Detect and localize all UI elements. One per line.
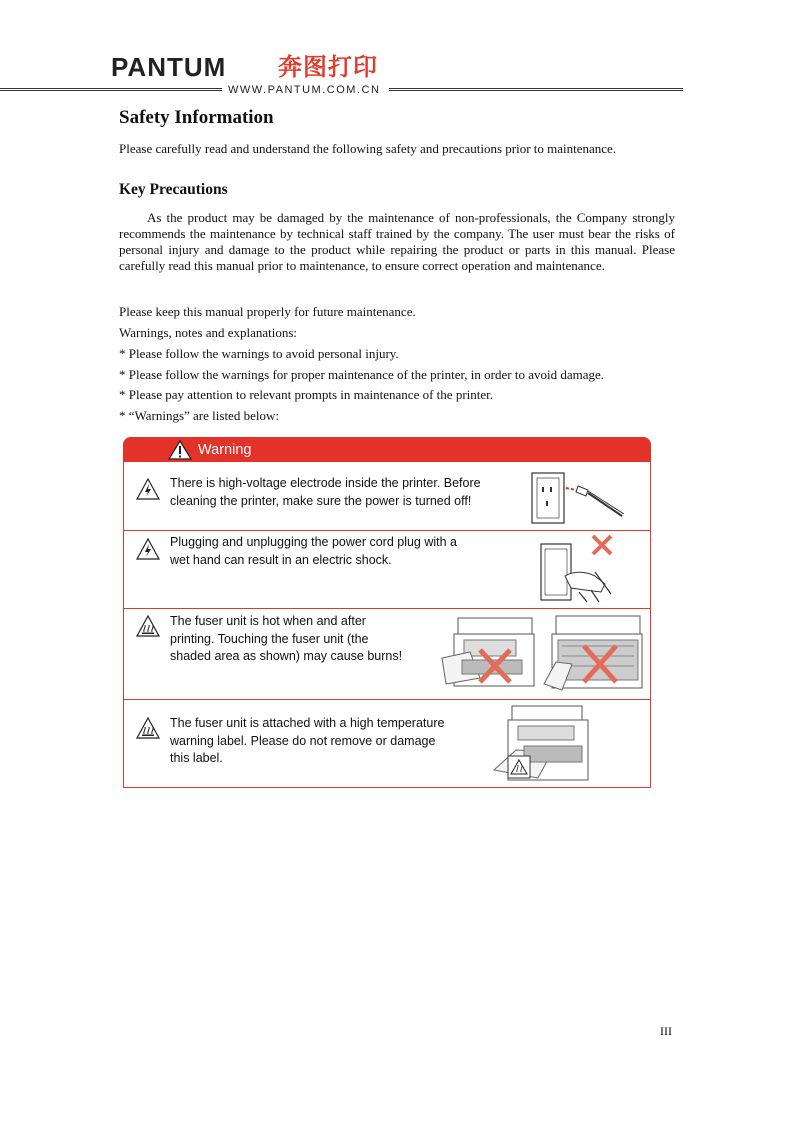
row-divider: [124, 699, 650, 700]
brand-logo-cjk: 奔图打印: [278, 53, 378, 81]
warning-header-label: Warning: [198, 442, 252, 458]
warning-item-text: Plugging and unplugging the power cord plug with a wet hand can result in an electric shock.: [170, 535, 458, 567]
text-line: Warnings, notes and explanations:: [119, 325, 298, 340]
warning-item-text: The fuser unit is hot when and after printing. Touching the fuser unit (the shaded area as shown) may cause burns!: [170, 614, 403, 663]
section-title: Safety Information: [119, 107, 274, 128]
warning-triangle-icon: [168, 440, 192, 460]
brand-logo-latin: PANTUM: [111, 52, 227, 82]
warning-item-text: There is high-voltage electrode inside the printer. Before cleaning the printer, make sure the power is turned off!: [170, 476, 481, 508]
website-url: WWW.PANTUM.COM.CN: [228, 84, 381, 96]
text-line: Please keep this manual properly for future maintenance.: [119, 304, 416, 319]
bullet-line: * “Warnings” are listed below:: [119, 408, 279, 423]
bullet-line: * Please follow the warnings to avoid personal injury.: [119, 346, 399, 361]
wall-outlet-plug-illustration: [528, 470, 628, 526]
electric-hazard-icon: [135, 477, 161, 501]
hot-surface-icon: [135, 716, 161, 740]
wet-hand-plug-illustration: [535, 532, 623, 606]
warning-item-text: The fuser unit is attached with a high temperature warning label. Please do not remove or damage this label.: [170, 716, 445, 765]
row-divider: [124, 608, 650, 609]
page-number: III: [660, 1024, 672, 1038]
header-rule-left: [0, 88, 222, 91]
hot-surface-icon: [135, 614, 161, 638]
row-divider: [124, 530, 650, 531]
intro-text: Please carefully read and understand the following safety and precautions prior to maintenance.: [119, 141, 617, 156]
header-rule-right: [389, 88, 683, 91]
printer-warning-label-illustration: [492, 704, 596, 784]
subsection-title: Key Precautions: [119, 181, 228, 198]
electric-hazard-icon: [135, 537, 161, 561]
precautions-paragraph: As the product may be damaged by the maintenance of non-professionals, the Company strongly recommends the maintenance by technical staff trained by the company. The user must bear the risks of personal injury and damage to the product while repairing the product or parts in this manual. Please carefully read this manual prior to maintenance, to ensure correct operation and maintenance.: [119, 210, 675, 273]
fuser-printer-illustration-front: [440, 612, 540, 692]
fuser-printer-illustration-back: [542, 612, 646, 692]
bullet-line: * Please follow the warnings for proper maintenance of the printer, in order to avoid damage.: [119, 367, 605, 382]
bullet-line: * Please pay attention to relevant prompts in maintenance of the printer.: [119, 387, 493, 402]
